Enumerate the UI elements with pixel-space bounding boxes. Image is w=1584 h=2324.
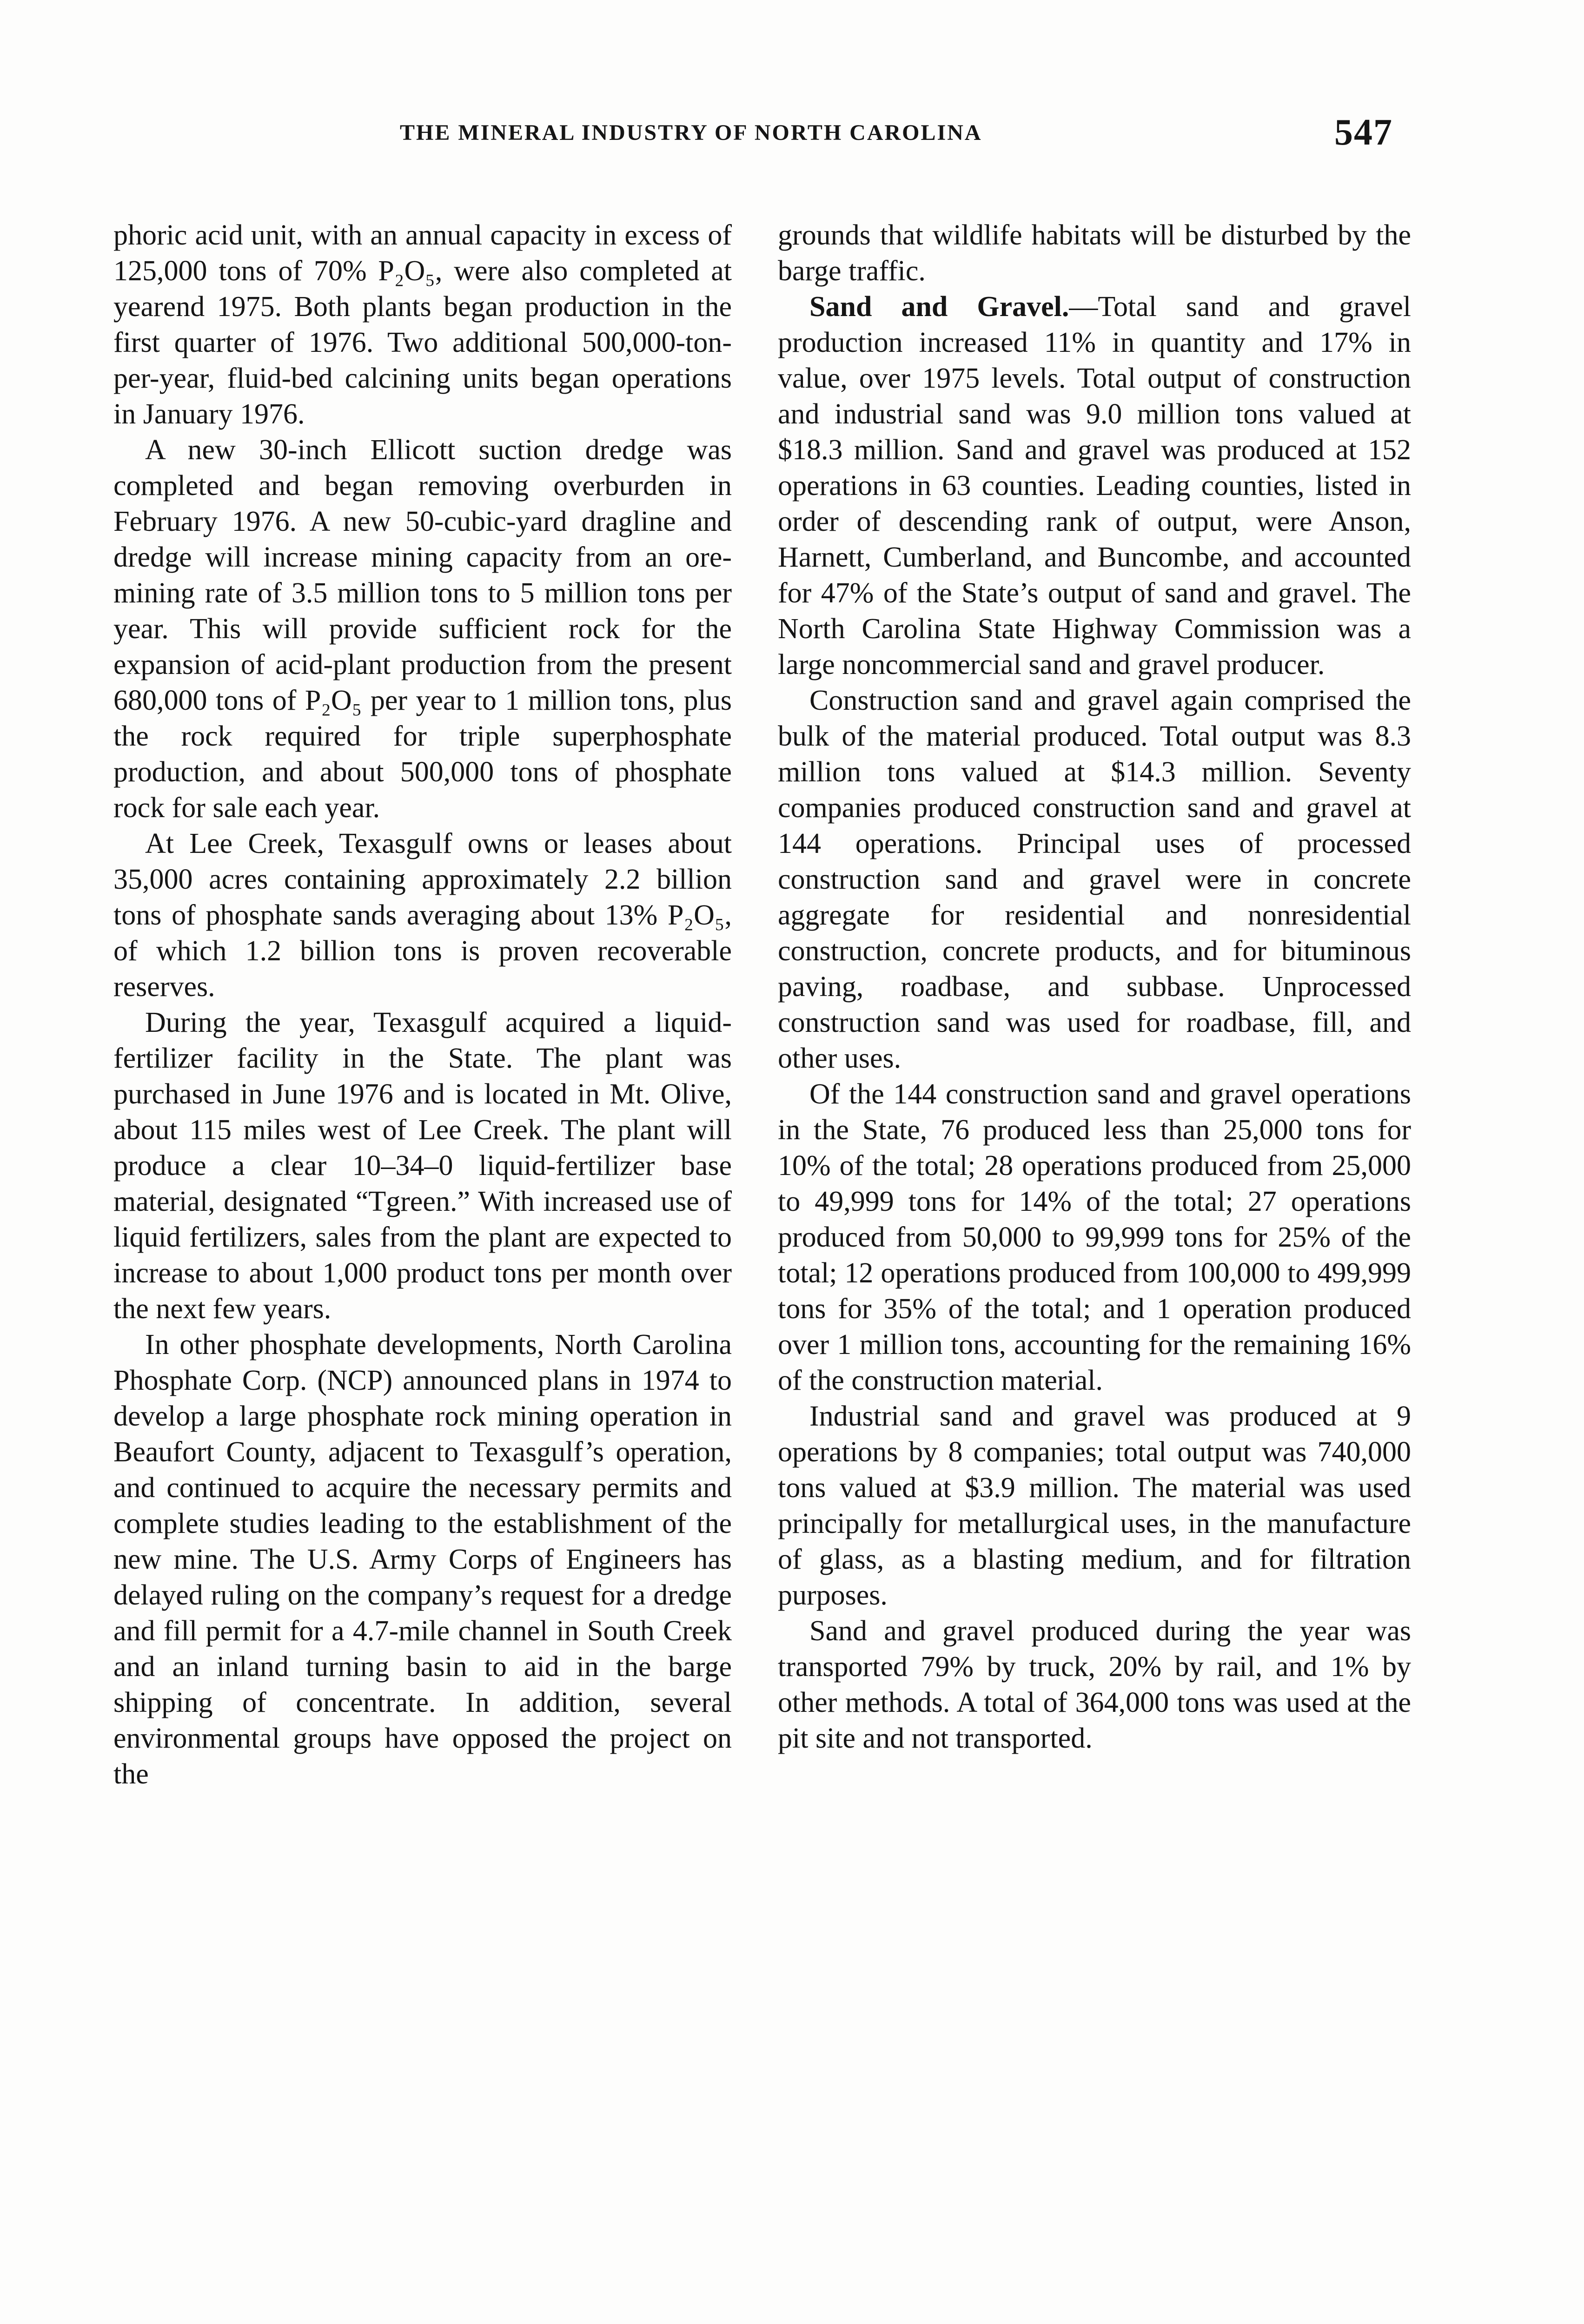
paragraph-ellicott-dredge: A new 30-inch Ellicott suction dredge was completed and began removing overburden in February 1976. A new 50-cubic-yard dragline and dredge will increase mining capacity from an ore-mining rate of 3.5 million tons to 5 million tons per year. This will provide sufficient rock for the expansion of acid-plant production from the present 680,000 tons of P₂O₅ per year to 1 million tons, plus the rock required for triple superphosphate production, and about 500,000 tons of phosphate rock for sale each year. [113,434,732,824]
paragraph-sand-and-gravel [778,289,1411,683]
sand-and-gravel-intro-text: —Total sand and gravel production increased 11% in quantity and 17% in value, over 1975 levels. Total output of construction and industrial sand was 9.0 million tons valued at $18.3 million. Sand and gravel was produced at 152 operations in 63 counties. Leading counties, listed in order of descending rank of output, were Anson, Harnett, Cumberland, and Buncombe, and accounted for 47% of the State’s output of sand and gravel. The North Carolina State Highway Commission was a large noncommercial sand and gravel producer. [778,291,1411,680]
paragraph-phosphoric-acid-unit: phoric acid unit, with an annual capacity in excess of 125,000 tons of 70% P₂O₅, were also completed at yearend 1975. Both plants began production in the first quarter of 1976. Two additional 500,000-ton-per-year, fluid-bed calcining units began operations in January 1976. [113,219,732,430]
paragraph-wildlife-continuation: grounds that wildlife habitats will be disturbed by the barge traffic. [778,219,1411,287]
paragraph-industrial-sand: Industrial sand and gravel was produced at 9 operations by 8 companies; total output was 740,000 tons valued at $3.9 million. The material was used principally for metallurgical uses, in the manufacture of glass, as a blasting medium, and for filtration purposes. [778,1400,1411,1611]
paragraph-liquid-fertilizer: During the year, Texasgulf acquired a liquid-fertilizer facility in the State. The plant was purchased in June 1976 and is located in Mt. Olive, about 115 miles west of Lee Creek. The plant will produce a clear 10–34–0 liquid-fertilizer base material, designated “Tgreen.” With increased use of liquid fertilizers, sales from the plant are expected to increase to about 1,000 product tons per month over the next few years. [113,1007,732,1325]
paragraph-transport: Sand and gravel produced during the year was transported 79% by truck, 20% by rail, and 1% by other methods. A total of 364,000 tons was used at the pit site and not transported. [778,1615,1411,1754]
right-column [778,218,1411,1756]
left-column [113,218,732,1792]
paragraph-construction-sand: Construction sand and gravel again comprised the bulk of the material produced. Total output was 8.3 million tons valued at $14.3 million. Seventy companies produced construction sand and gravel at 144 operations. Principal uses of processed construction sand and gravel were in concrete aggregate for residential and nonresidential construction, concrete products, and for bituminous paving, roadbase, and subbase. Unprocessed construction sand was used for roadbase, fill, and other uses. [778,685,1411,1074]
paragraph-operations-breakdown: Of the 144 construction sand and gravel operations in the State, 76 produced less than 25,000 tons for 10% of the total; 28 operations produced from 25,000 to 49,999 tons for 14% of the total; 27 operations produced from 50,000 to 99,999 tons for 25% of the total; 12 operations produced from 100,000 to 499,999 tons for 35% of the total; and 1 operation produced over 1 million tons, accounting for the remaining 16% of the construction material. [778,1078,1411,1396]
running-title: THE MINERAL INDUSTRY OF NORTH CAROLINA [400,120,982,145]
paragraph-ncp-developments: In other phosphate developments, North Carolina Phosphate Corp. (NCP) announced plans in 1974 to develop a large phosphate rock mining operation in Beaufort County, adjacent to Texasgulf’s operation, and continued to acquire the necessary permits and complete studies leading to the establishment of the new mine. The U.S. Army Corps of Engineers has delayed ruling on the company’s request for a dredge and fill permit for a 4.7-mile channel in South Creek and an inland turning basin to aid in the barge shipping of concentrate. In addition, several environmental groups have opposed the project on the [113,1329,732,1790]
section-heading-sand-and-gravel: Sand and Gravel. [809,291,1069,323]
page-number: 547 [1334,112,1393,153]
paragraph-lee-creek: At Lee Creek, Texasgulf owns or leases about 35,000 acres containing approximately 2.2 billion tons of phosphate sands averaging about 13% P₂O₅, of which 1.2 billion tons is proven recoverable reserves. [113,828,732,1003]
